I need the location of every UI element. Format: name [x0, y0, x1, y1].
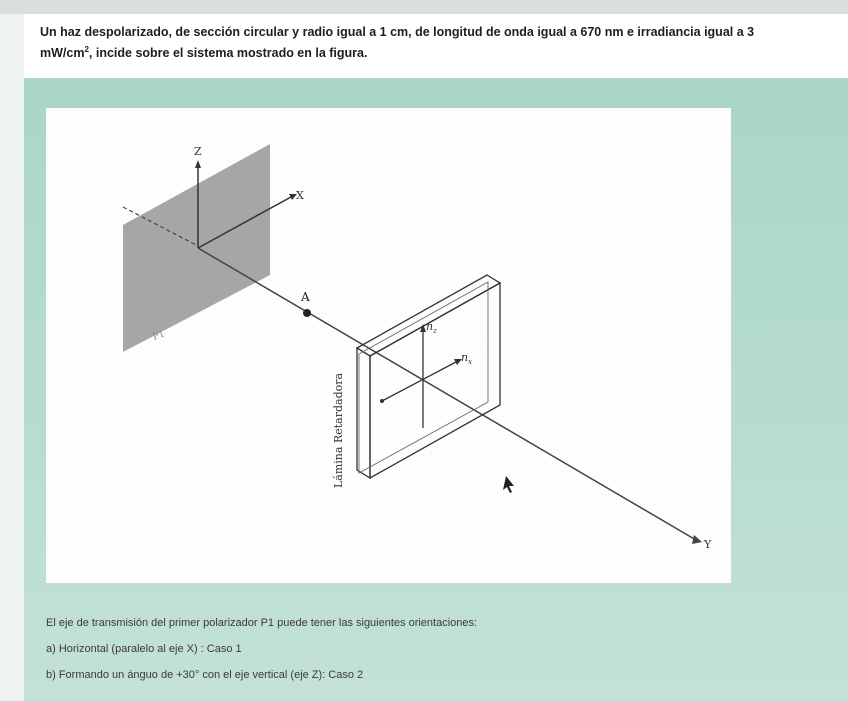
statement-unit: mW/cm [40, 46, 85, 61]
polarizer-p1-label: P1 [151, 329, 167, 343]
nx-axis-origin [380, 399, 384, 403]
optical-system-figure [46, 108, 731, 583]
nx-label: $n_x$ [461, 351, 473, 366]
z-axis-label: Z [194, 145, 202, 158]
statement-line-2: , incide sobre el sistema mostrado en la figura. [88, 46, 368, 61]
mouse-cursor-icon [503, 476, 514, 493]
top-bar [0, 0, 848, 14]
point-a-marker [303, 309, 311, 317]
x-axis-label: X [296, 189, 304, 202]
question-block [46, 616, 826, 694]
option-a: a) Horizontal (paralelo al eje X) : Caso 1 [46, 643, 242, 655]
y-axis-label: Y [704, 538, 712, 551]
nz-label: $n_z$ [426, 320, 437, 335]
option-b: b) Formando un ánguo de +30° con el eje vertical (eje Z): Caso 2 [46, 669, 364, 681]
statement-line-1: Un haz despolarizado, de sección circular y radio igual a 1 cm, de longitud de onda igual a 670 nm e irradiancia igual a 3 [40, 25, 755, 39]
polarizer-p1-plane [123, 144, 270, 352]
statement-unit-exponent: 2 [84, 45, 89, 54]
retarder-plate-label: Lámina Retardadora [332, 372, 345, 488]
optical-diagram [46, 108, 731, 583]
problem-statement [40, 24, 846, 62]
y-axis-beam-line [198, 248, 696, 540]
nx-axis-line [382, 362, 456, 401]
z-axis-arrow [195, 160, 201, 168]
y-axis-arrow [692, 535, 702, 544]
point-a-label: A [301, 290, 310, 304]
plate-front-face [370, 283, 500, 478]
question-text: El eje de transmisión del primer polarizador P1 puede tener las siguientes orientaciones: [46, 617, 478, 629]
